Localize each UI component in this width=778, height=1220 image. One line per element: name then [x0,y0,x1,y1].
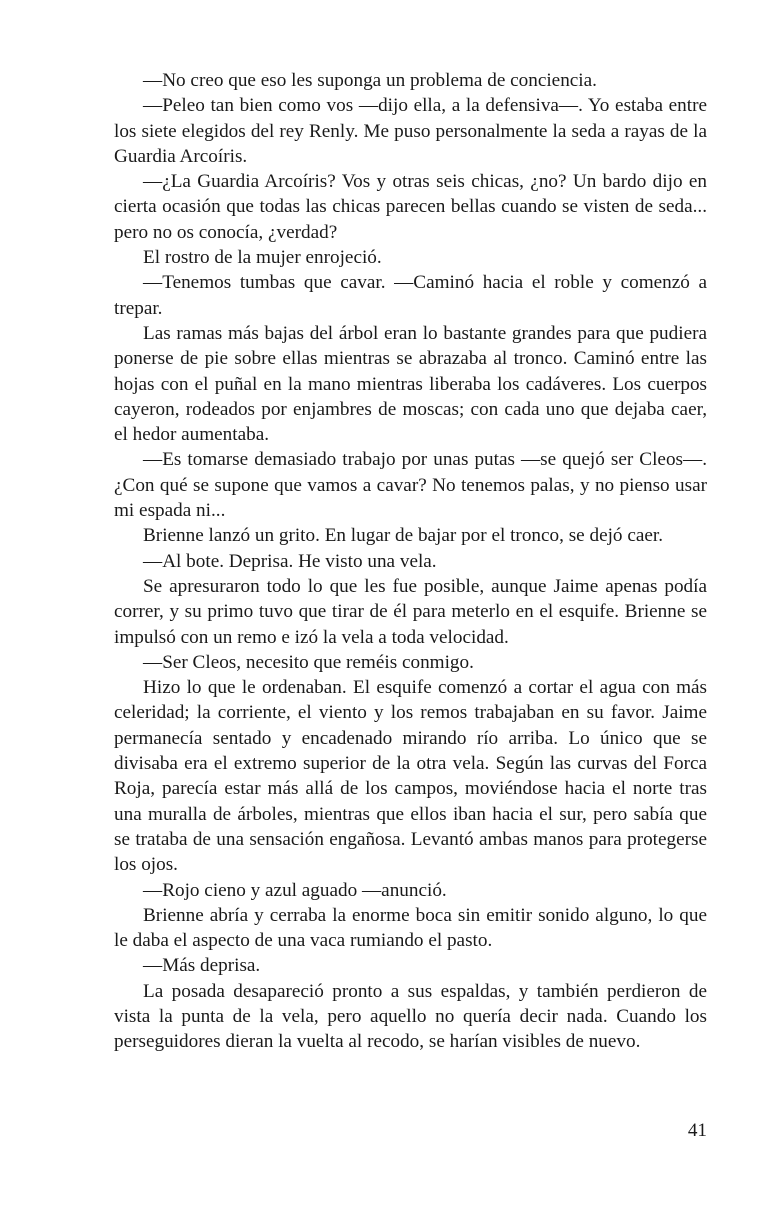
paragraph: —¿La Guardia Arcoíris? Vos y otras seis chicas, ¿no? Un bardo dijo en cierta ocasión que todas las chicas parecen bellas cuando se visten de seda... pero no os conocía, ¿verdad? [114,171,707,243]
paragraph: —Más deprisa. [143,955,261,977]
paragraph: Brienne lanzó un grito. En lugar de bajar por el tronco, se dejó caer. [143,525,664,547]
paragraph: —Al bote. Deprisa. He visto una vela. [143,550,437,572]
paragraph: —Es tomarse demasiado trabajo por unas putas —se quejó ser Cleos—. ¿Con qué se supone que vamos a cavar? No tenemos palas, y no pienso usar mi espada ni... [114,449,707,522]
paragraph: —Ser Cleos, necesito que reméis conmigo. [143,651,474,673]
page-number: 41 [687,1120,707,1141]
paragraph: Se apresuraron todo lo que les fue posible, aunque Jaime apenas podía correr, y su primo tuvo que tirar de él para meterlo en el esquife. Brienne se impulsó con un remo e izó la vela a toda velocidad. [114,575,707,648]
paragraph: —No creo que eso les suponga un problema de conciencia. [143,70,597,91]
paragraph: Hizo lo que le ordenaban. El esquife comenzó a cortar el agua con más celeridad; la corriente, el viento y los remos trabajaban en su favor. Jaime permanecía sentado y encadenado mirando río arriba. Lo único que se divisaba era el extremo superior de la otra vela. Según las curvas del Forca Roja, parecía estar más allá de los campos, moviéndose hacia el norte tras una muralla de árboles, mientras que ellos iban hacia el sur, pero sabía que se trataba de una sensación engañosa. Levantó ambas manos para protegerse los ojos. [114,677,707,876]
paragraph: Las ramas más bajas del árbol eran lo bastante grandes para que pudiera ponerse de pie sobre ellas mientras se abrazaba al tronco. Caminó entre las hojas con el puñal en la mano mientras liberaba los cadáveres. Los cuerpos cayeron, rodeados por enjambres de moscas; con cada uno que dejaba caer, el hedor aumentaba. [114,322,707,446]
paragraph: —Tenemos tumbas que cavar. —Caminó hacia el roble y comenzó a trepar. [114,272,707,319]
paragraph: El rostro de la mujer enrojeció. [143,247,382,269]
paragraph: —Peleo tan bien como vos —dijo ella, a la defensiva—. Yo estaba entre los siete elegidos del rey Renly. Me puso personalmente la seda a rayas de la Guardia Arcoíris. [114,95,707,167]
page-body [114,68,707,1055]
paragraph: Brienne abría y cerraba la enorme boca sin emitir sonido alguno, lo que le daba el aspecto de una vaca rumiando el pasto. [114,904,707,952]
paragraph: —Rojo cieno y azul aguado —anunció. [143,879,447,901]
paragraph: La posada desapareció pronto a sus espaldas, y también perdieron de vista la punta de la vela, pero aquello no quería decir nada. Cuando los perseguidores dieran la vuelta al recodo, se harían visibles de nuevo. [114,980,707,1053]
